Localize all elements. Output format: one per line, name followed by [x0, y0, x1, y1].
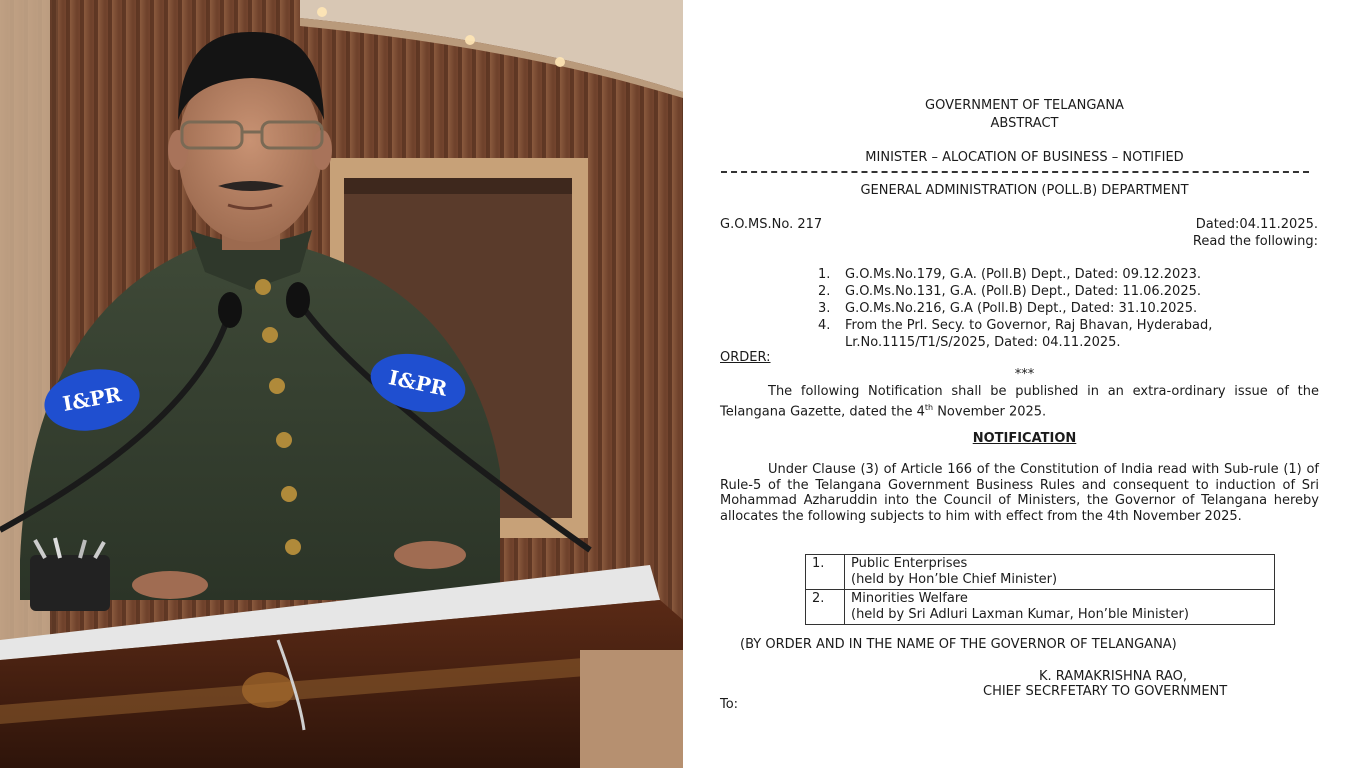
stars-separator: ***	[1014, 367, 1035, 382]
allocation-held-by: (held by Sri Adluri Laxman Kumar, Hon’ble Minister)	[851, 606, 1189, 622]
reference-number: 2.	[818, 284, 831, 299]
allocation-number: 2.	[806, 590, 845, 625]
allocation-number: 1.	[806, 555, 845, 590]
order-text-superscript: th	[924, 402, 934, 412]
signatory-title: CHIEF SECRFETARY TO GOVERNMENT	[983, 684, 1228, 699]
allocation-table	[805, 554, 1275, 625]
notification-paragraph: Under Clause (3) of Article 166 of the Constitution of India read with Sub-rule (1) of Rule-5 of the Telangana Government Business Rules and consequent to induction of Sri Mohammad Azharuddin into the Council of Ministers, the Governor of Telangana hereby allocates the following subjects to him with effect from the 4th November 2025.	[720, 462, 1319, 524]
dashed-divider	[721, 171, 1309, 173]
notification-heading: NOTIFICATION	[972, 431, 1077, 446]
header-government: GOVERNMENT OF TELANGANA	[925, 98, 1124, 113]
reference-number: 4.	[818, 318, 831, 333]
government-order-document	[683, 0, 1366, 768]
signatory-name: K. RAMAKRISHNA RAO,	[1039, 669, 1188, 684]
reference-text: G.O.Ms.No.131, G.A. (Poll.B) Dept., Dated: 11.06.2025.	[845, 284, 1201, 299]
reference-number: 1.	[818, 267, 831, 282]
go-number: G.O.MS.No. 217	[720, 217, 823, 232]
subject-line: MINISTER – ALOCATION OF BUSINESS – NOTIFIED	[865, 150, 1184, 165]
mic-label-left: I&PR	[60, 382, 124, 416]
reference-text: G.O.Ms.No.216, G.A (Poll.B) Dept., Dated: 31.10.2025.	[845, 301, 1198, 316]
table-row	[806, 555, 1275, 590]
mic-label-right: I&PR	[386, 365, 450, 401]
reference-text: G.O.Ms.No.179, G.A. (Poll.B) Dept., Dated: 09.12.2023.	[845, 267, 1201, 282]
order-text-end: November 2025.	[933, 403, 1047, 419]
go-date: Dated:04.11.2025.	[1195, 217, 1318, 232]
allocation-cell	[845, 590, 1275, 625]
by-order-line: (BY ORDER AND IN THE NAME OF THE GOVERNOR OF TELANGANA)	[740, 637, 1177, 652]
reference-text: From the Prl. Secy. to Governor, Raj Bhavan, Hyderabad,	[845, 318, 1213, 333]
to-label: To:	[720, 697, 739, 712]
order-label: ORDER:	[720, 350, 771, 365]
allocation-held-by: (held by Hon’ble Chief Minister)	[851, 571, 1058, 587]
allocation-subject: Public Enterprises	[851, 556, 968, 571]
allocation-cell	[845, 555, 1275, 590]
order-text: The following Notification shall be published in an extra-ordinary issue of the Telangana Gazette, dated the 4	[720, 384, 1319, 419]
reference-text-continued: Lr.No.1115/T1/S/2025, Dated: 04.11.2025.	[845, 335, 1121, 350]
header-abstract: ABSTRACT	[990, 116, 1059, 131]
department-line: GENERAL ADMINISTRATION (POLL.B) DEPARTMENT	[860, 183, 1189, 198]
read-following-label: Read the following:	[1192, 234, 1318, 249]
table-row	[806, 590, 1275, 625]
reference-number: 3.	[818, 301, 831, 316]
order-paragraph	[720, 384, 1319, 419]
allocation-subject: Minorities Welfare	[851, 591, 968, 606]
